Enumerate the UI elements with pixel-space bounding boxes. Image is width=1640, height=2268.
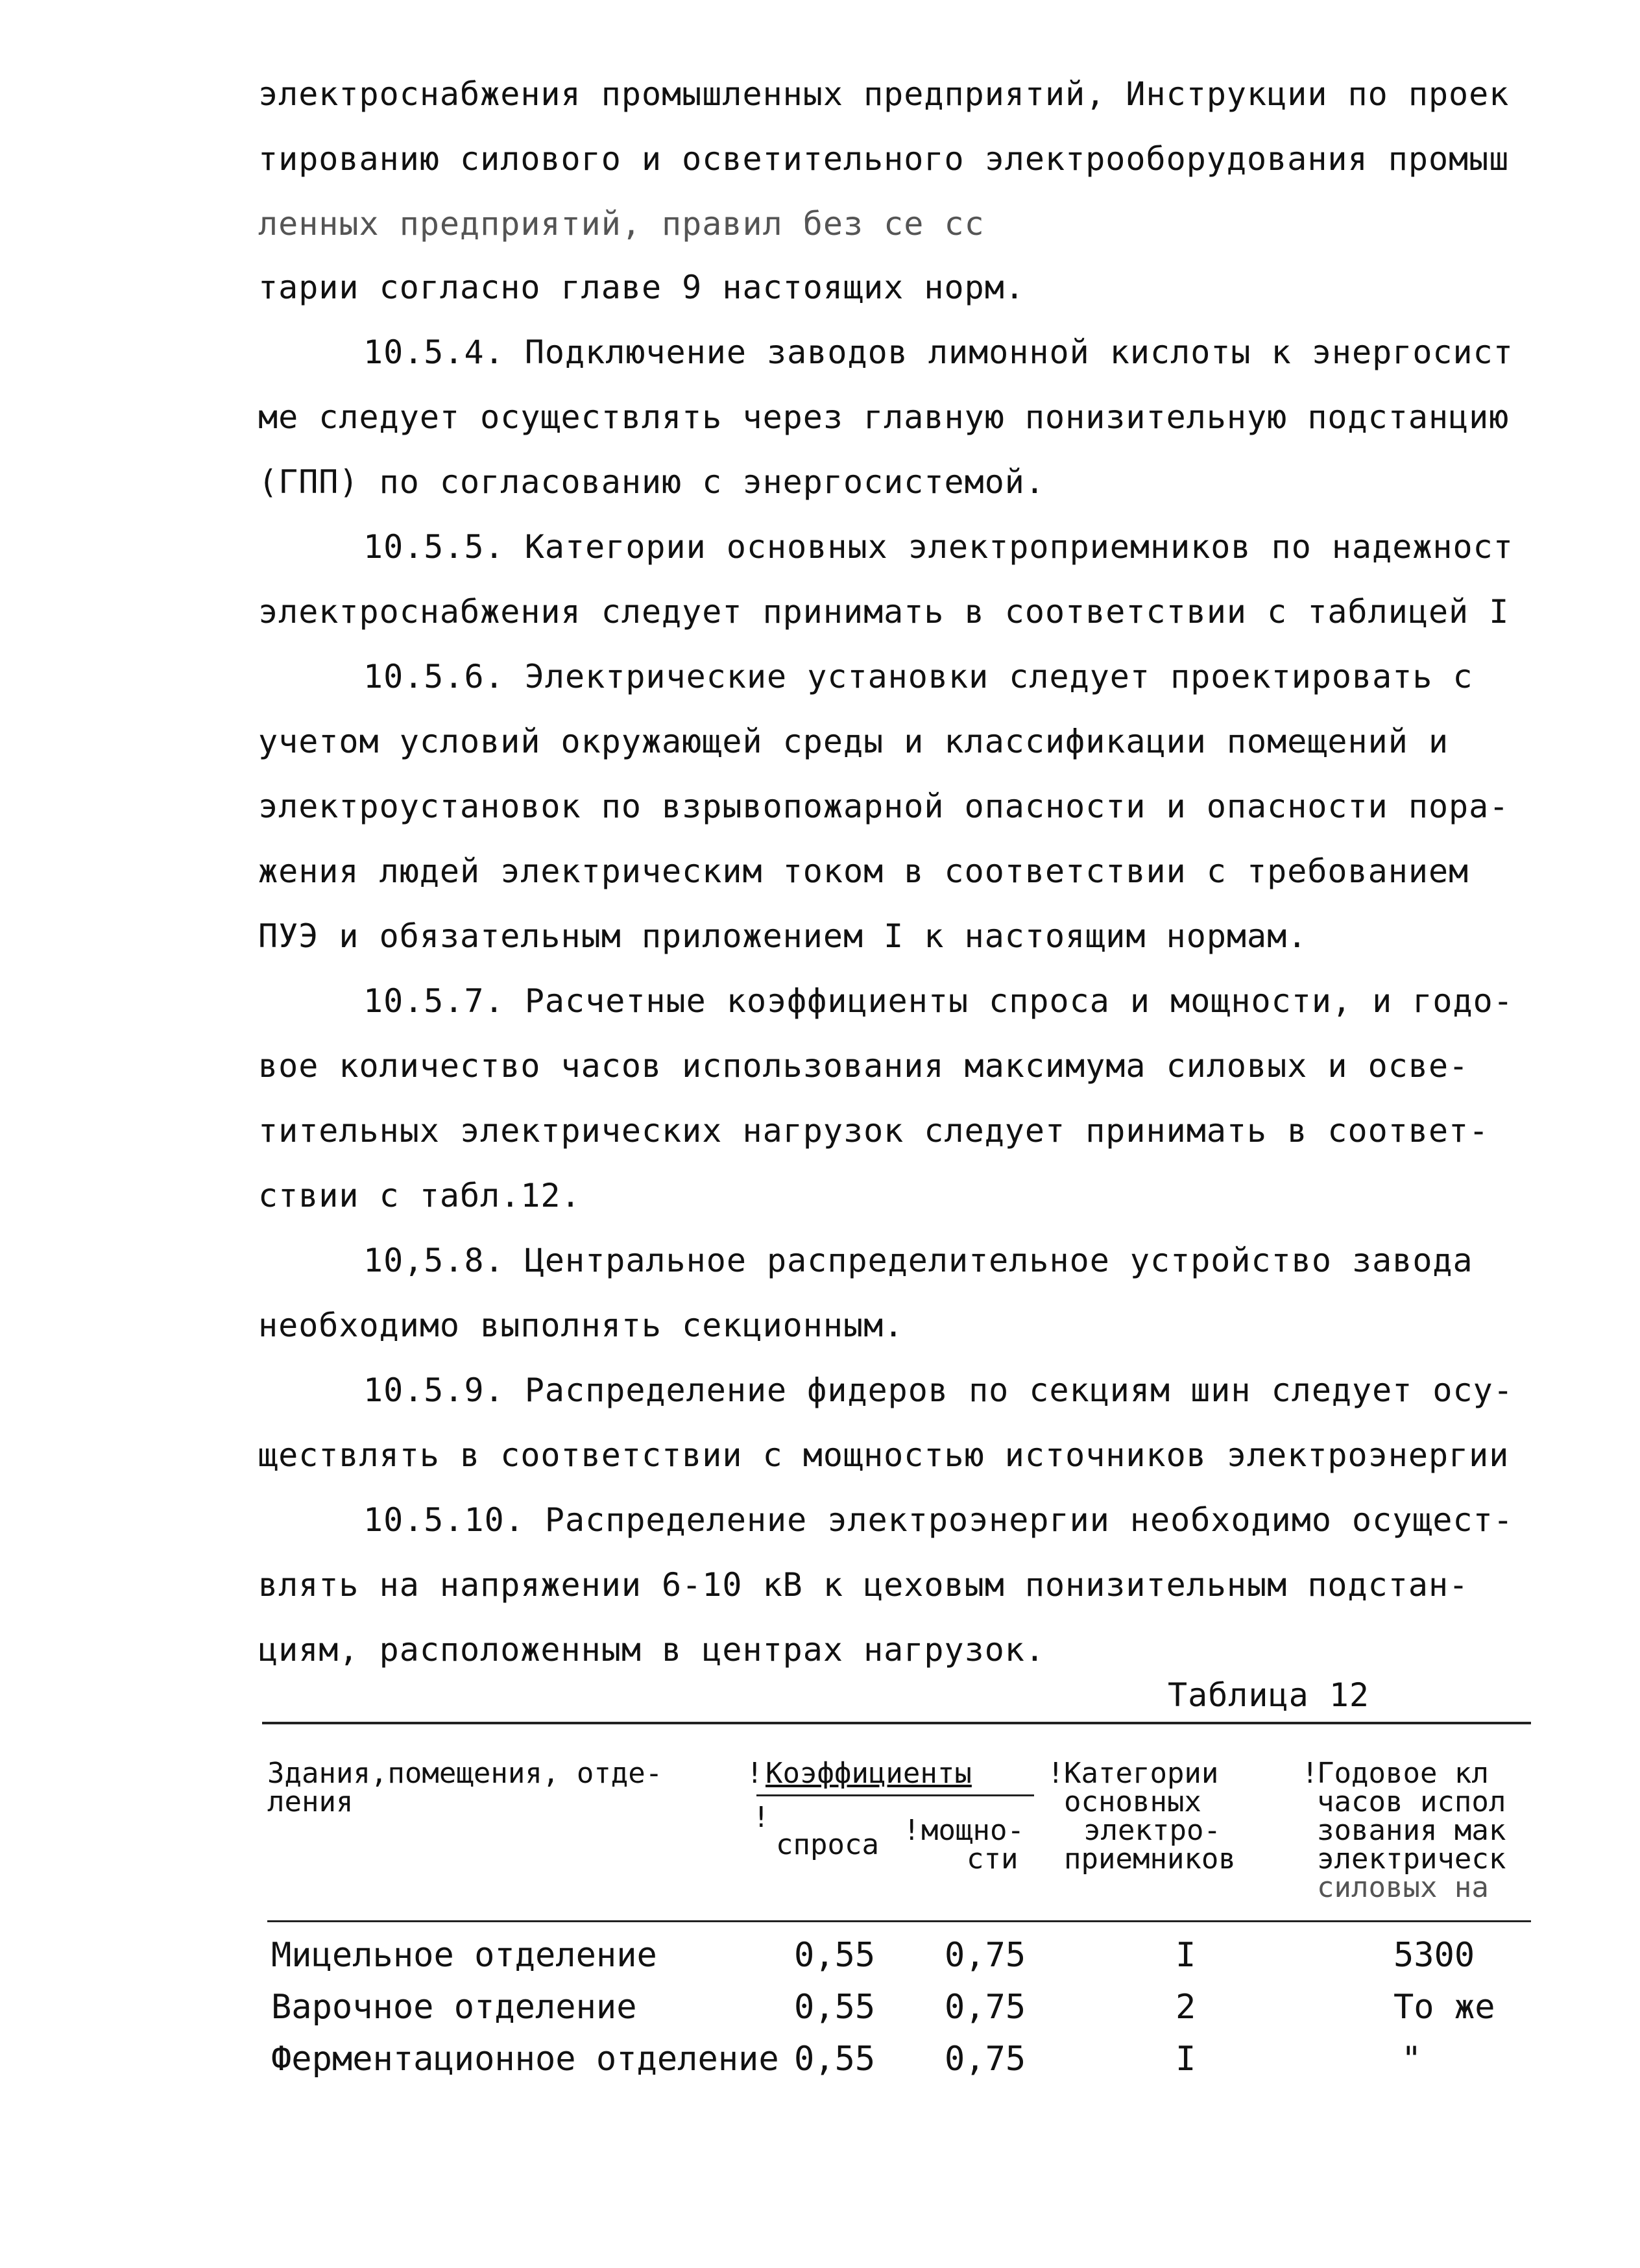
text-line: учетом условий окружающей среды и классификации помещений и: [258, 723, 1449, 760]
text-line: ществлять в соответствии с мощностью источников электроэнергии: [258, 1436, 1510, 1474]
header-category: приемников: [1064, 1842, 1236, 1876]
row-hours: 5300: [1393, 1936, 1475, 1975]
text-line: необходимо выполнять секционным.: [258, 1307, 904, 1344]
header-hours: силовых на: [1317, 1871, 1489, 1904]
row-power: 0,75: [945, 1936, 1026, 1975]
paragraph-first-line: 10.5.9. Распределение фидеров по секциям шин следует осу-: [363, 1371, 1513, 1409]
column-separator: !: [1047, 1757, 1065, 1790]
header-coefficients: Коэффициенты: [766, 1757, 972, 1790]
row-name: Ферментационное отделение: [271, 2040, 779, 2079]
row-demand: 0,55: [794, 1988, 876, 2027]
text-line: ме следует осуществлять через главную понизительную подстанцию: [258, 398, 1510, 436]
paragraph-first-line: 10.5.7. Расчетные коэффициенты спроса и мощности, и годо-: [363, 982, 1513, 1020]
text-line: ствии с табл.12.: [258, 1177, 581, 1214]
text-line: циям, расположенным в центрах нагрузок.: [258, 1631, 1045, 1669]
header-demand: спроса: [776, 1828, 879, 1861]
row-hours: То же: [1393, 1988, 1495, 2027]
header-power: мощно-: [921, 1814, 1024, 1847]
text-line: электроустановок по взрывопожарной опасности и опасности пора-: [258, 788, 1510, 825]
paragraph-first-line: 10.5.10. Распределение электроэнергии необходимо осущест-: [363, 1501, 1513, 1539]
text-line: электроснабжения следует принимать в соответствии с таблицей I: [258, 593, 1510, 631]
header-building: ления: [267, 1785, 354, 1818]
text-line: тительных электрических нагрузок следует принимать в соответ-: [258, 1112, 1489, 1150]
header-building: Здания,помещения, отде-: [267, 1757, 663, 1790]
column-separator: !: [753, 1801, 770, 1834]
header-hours: часов испол: [1317, 1785, 1506, 1818]
row-category: I: [1176, 2040, 1196, 2079]
paragraph-first-line: 10.5.6. Электрические установки следует проектировать с: [363, 658, 1473, 695]
text-line: влять на напряжении 6-10 кВ к цеховым понизительным подстан-: [258, 1566, 1469, 1604]
header-hours: зования мак: [1317, 1814, 1506, 1847]
table-top-rule: [262, 1722, 1531, 1724]
row-category: I: [1176, 1936, 1196, 1975]
row-demand: 0,55: [794, 1936, 876, 1975]
text-line: вое количество часов использования максимума силовых и осве-: [258, 1047, 1469, 1085]
paragraph-first-line: 10.5.5. Категории основных электроприемников по надежност: [363, 528, 1513, 566]
column-separator: !: [746, 1757, 764, 1790]
table-caption: Таблица 12: [1168, 1676, 1370, 1714]
text-line: тарии согласно главе 9 настоящих норм.: [258, 269, 1025, 306]
table-header-rule: [267, 1920, 1531, 1922]
column-separator: !: [1301, 1757, 1319, 1790]
row-name: Варочное отделение: [271, 1988, 637, 2027]
paragraph-first-line: 10,5.8. Центральное распределительное устройство завода: [363, 1242, 1473, 1279]
header-hours: электричеcк: [1317, 1842, 1506, 1876]
header-category: основных: [1064, 1785, 1201, 1818]
row-demand: 0,55: [794, 2040, 876, 2079]
column-separator: !: [903, 1814, 921, 1847]
text-line: ленных предприятий, правил без се сс: [258, 205, 985, 243]
text-line: (ГПП) по согласованию с энергосистемой.: [258, 463, 1045, 501]
row-name: Мицельное отделение: [271, 1936, 657, 1975]
text-line: жения людей электрическим током в соответствии с требованием: [258, 852, 1469, 890]
header-subrule: [756, 1794, 1034, 1796]
header-power: сти: [967, 1842, 1019, 1876]
text-line: электроснабжения промышленных предприятий, Инструкции по проек: [258, 75, 1510, 113]
text-line: тированию силового и осветительного электрооборудования промыш: [258, 140, 1510, 178]
header-category: электро-: [1083, 1814, 1221, 1847]
row-power: 0,75: [945, 2040, 1026, 2079]
header-hours: Годовое кл: [1317, 1757, 1489, 1790]
row-hours: ": [1401, 2040, 1422, 2079]
row-power: 0,75: [945, 1988, 1026, 2027]
row-category: 2: [1176, 1988, 1196, 2027]
paragraph-first-line: 10.5.4. Подключение заводов лимонной кислоты к энергосист: [363, 333, 1513, 371]
text-line: ПУЭ и обязательным приложением I к настоящим нормам.: [258, 917, 1308, 955]
header-category: Категории: [1064, 1757, 1219, 1790]
